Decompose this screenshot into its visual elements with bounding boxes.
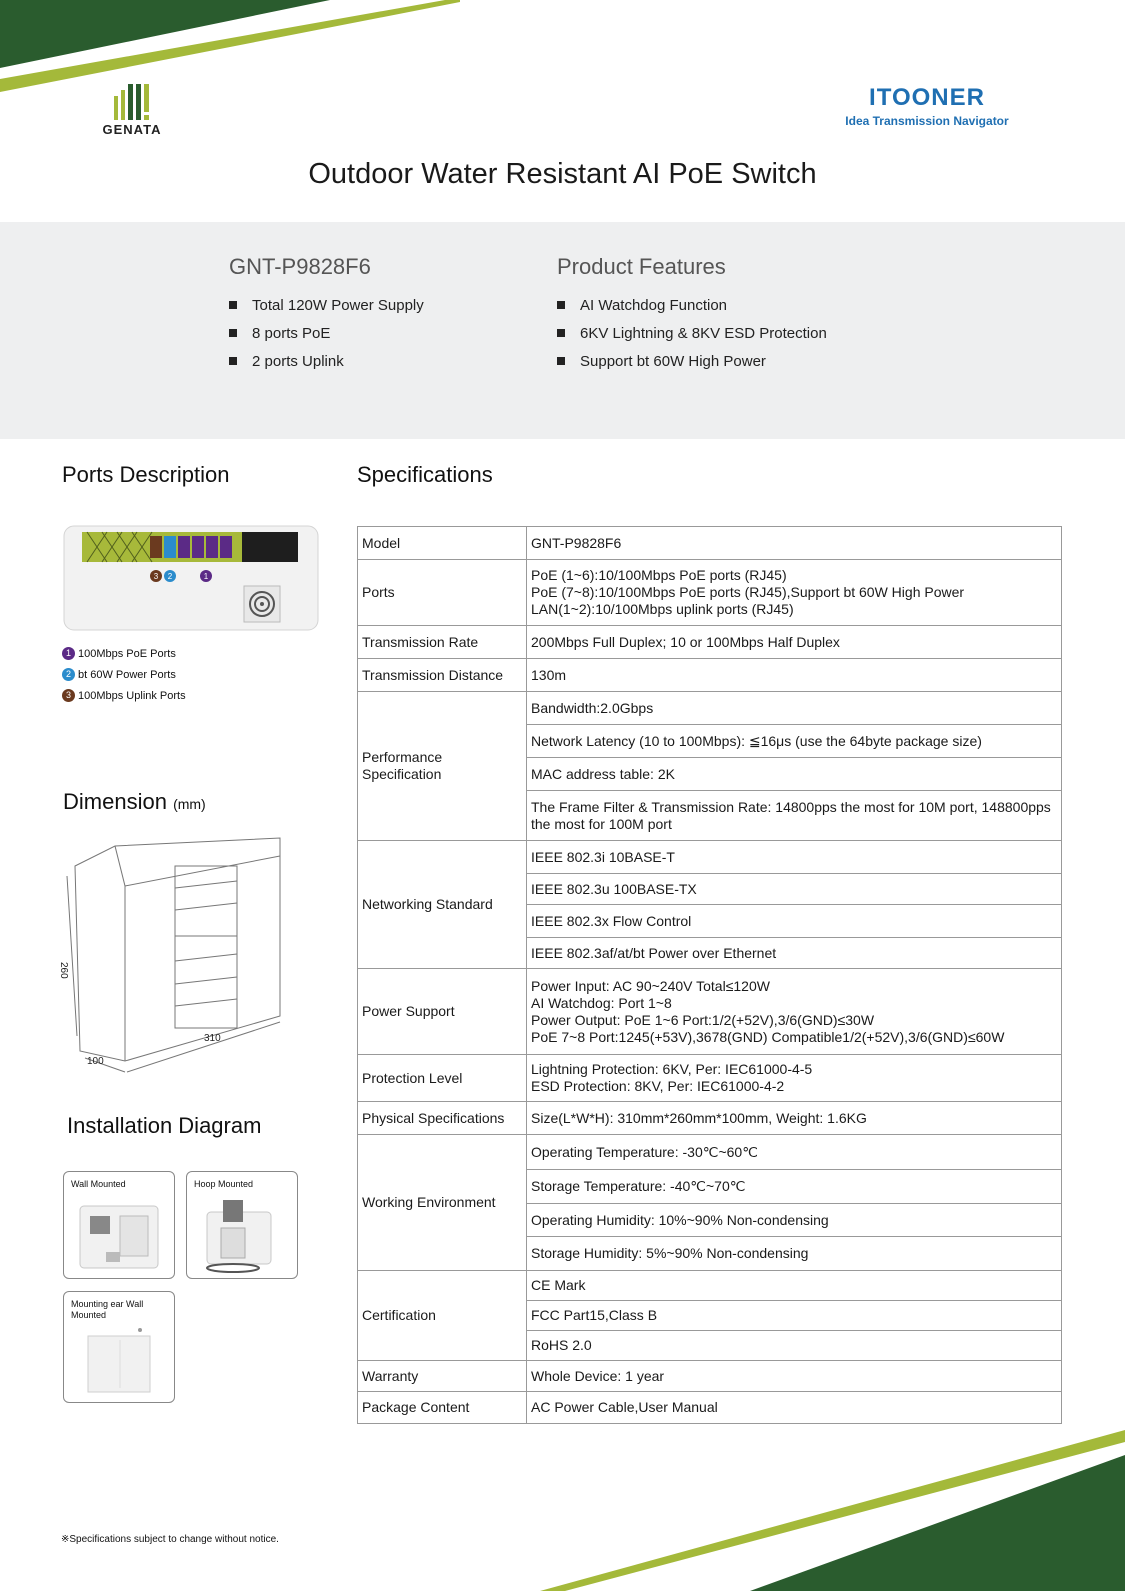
- table-row: Ports PoE (1~6):10/100Mbps PoE ports (RJ45) PoE (7~8):10/100Mbps PoE ports (RJ45),Support bt 60W High Power LAN(1~2):10/100Mbps uplink ports (RJ45): [358, 560, 1062, 626]
- specifications-heading: Specifications: [357, 462, 493, 487]
- svg-text:3: 3: [153, 572, 159, 581]
- table-row: FCC Part15,Class B: [358, 1301, 1062, 1331]
- install-label: Mounting ear Wall Mounted: [71, 1299, 144, 1320]
- install-hoop-mounted-card: [186, 1171, 298, 1279]
- ports-legend: [62, 644, 186, 707]
- installation-heading: Installation Diagram: [67, 1113, 262, 1138]
- wall-mount-image: [76, 1202, 162, 1272]
- dimension-width-label: 310: [204, 1033, 221, 1044]
- table-row: Model GNT-P9828F6: [358, 527, 1062, 560]
- switch-front-image: [62, 520, 320, 632]
- list-item: 6KV Lightning & 8KV ESD Protection: [557, 320, 827, 348]
- table-row: Storage Temperature: -40℃~70℃: [358, 1170, 1062, 1204]
- table-row: The Frame Filter & Transmission Rate: 14800pps the most for 10M port, 148800pps the most for 100M port: [358, 791, 1062, 841]
- table-row: Working Environment Operating Temperature: -30℃~60℃: [358, 1135, 1062, 1170]
- bullet-square-icon: [557, 329, 565, 337]
- list-item: AI Watchdog Function: [557, 292, 827, 320]
- table-row: Warranty Whole Device: 1 year: [358, 1361, 1062, 1392]
- model-points-list: [229, 292, 424, 376]
- bullet-square-icon: [229, 301, 237, 309]
- table-row: Transmission Distance 130m: [358, 659, 1062, 692]
- svg-text:2: 2: [167, 572, 173, 581]
- specifications-table: [357, 526, 1062, 1424]
- table-row: Operating Humidity: 10%~90% Non-condensing: [358, 1204, 1062, 1237]
- dimension-drawing: [55, 826, 295, 1076]
- list-item: 2 ports Uplink: [229, 348, 424, 376]
- itooner-logo: [832, 84, 1022, 128]
- table-row: Certification CE Mark: [358, 1271, 1062, 1301]
- table-row: Network Latency (10 to 100Mbps): ≦16μs (use the 64byte package size): [358, 725, 1062, 758]
- table-row: RoHS 2.0: [358, 1331, 1062, 1361]
- features-heading: Product Features: [557, 254, 726, 279]
- table-row: Networking Standard IEEE 802.3i 10BASE-T: [358, 841, 1062, 874]
- install-label: Wall Mounted: [71, 1179, 126, 1189]
- install-label: Hoop Mounted: [194, 1179, 254, 1189]
- dimension-height-label: 260: [58, 962, 69, 979]
- model-heading: GNT-P9828F6: [229, 254, 371, 279]
- page-title: Outdoor Water Resistant AI PoE Switch: [308, 158, 817, 190]
- table-row: Protection Level Lightning Protection: 6KV, Per: IEC61000-4-5 ESD Protection: 8KV, Per: IEC61000-4-2: [358, 1055, 1062, 1102]
- bullet-square-icon: [557, 301, 565, 309]
- table-row: Power Support Power Input: AC 90~240V Total≤120W AI Watchdog: Port 1~8 Power Output: PoE 1~6 Port:1/2(+52V),3/6(GND)≤30W PoE 7~8 Port:1245(+53V),3678(GND) Compatible1/2(+52V),3/6(GND)≤60W: [358, 969, 1062, 1055]
- legend-item: 2 bt 60W Power Ports: [62, 665, 186, 686]
- legend-item: 3 100Mbps Uplink Ports: [62, 686, 186, 707]
- bullet-square-icon: [557, 357, 565, 365]
- itooner-tagline: Idea Transmission Navigator: [845, 114, 1009, 128]
- footnote: ※Specifications subject to change without notice.: [61, 1534, 279, 1545]
- table-row: IEEE 802.3u 100BASE-TX: [358, 874, 1062, 905]
- genata-logo: [97, 82, 167, 137]
- features-list: [557, 292, 827, 376]
- bullet-square-icon: [229, 329, 237, 337]
- dimension-depth-label: 100: [87, 1056, 104, 1067]
- itooner-wordmark: ITOONER: [869, 84, 985, 111]
- genata-logo-mark: [112, 82, 152, 120]
- table-row: IEEE 802.3x Flow Control: [358, 905, 1062, 938]
- list-item: Total 120W Power Supply: [229, 292, 424, 320]
- table-row: Performance Specification Bandwidth:2.0Gbps: [358, 692, 1062, 725]
- legend-number-badge: 1: [62, 647, 75, 660]
- ear-mount-image: [82, 1326, 158, 1396]
- genata-wordmark: GENATA: [102, 122, 162, 137]
- table-row: Package Content AC Power Cable,User Manual: [358, 1392, 1062, 1424]
- install-wall-mounted-card: [63, 1171, 175, 1279]
- list-item: Support bt 60W High Power: [557, 348, 827, 376]
- bullet-square-icon: [229, 357, 237, 365]
- table-row: Transmission Rate 200Mbps Full Duplex; 10 or 100Mbps Half Duplex: [358, 626, 1062, 659]
- list-item: 8 ports PoE: [229, 320, 424, 348]
- table-row: Physical Specifications Size(L*W*H): 310mm*260mm*100mm, Weight: 1.6KG: [358, 1102, 1062, 1135]
- table-row: IEEE 802.3af/at/bt Power over Ethernet: [358, 938, 1062, 969]
- legend-number-badge: 3: [62, 689, 75, 702]
- bottom-corner-stripes: [0, 1430, 1125, 1591]
- table-row: Storage Humidity: 5%~90% Non-condensing: [358, 1237, 1062, 1271]
- ports-heading: Ports Description: [62, 462, 230, 487]
- svg-text:1: 1: [203, 572, 209, 581]
- dimension-heading: Dimension (mm): [63, 789, 206, 814]
- legend-item: 1 100Mbps PoE Ports: [62, 644, 186, 665]
- top-corner-stripes: [0, 0, 460, 100]
- hoop-mount-image: [201, 1198, 281, 1274]
- legend-number-badge: 2: [62, 668, 75, 681]
- install-ear-wall-mounted-card: [63, 1291, 175, 1403]
- dimension-unit: (mm): [173, 796, 206, 812]
- table-row: MAC address table: 2K: [358, 758, 1062, 791]
